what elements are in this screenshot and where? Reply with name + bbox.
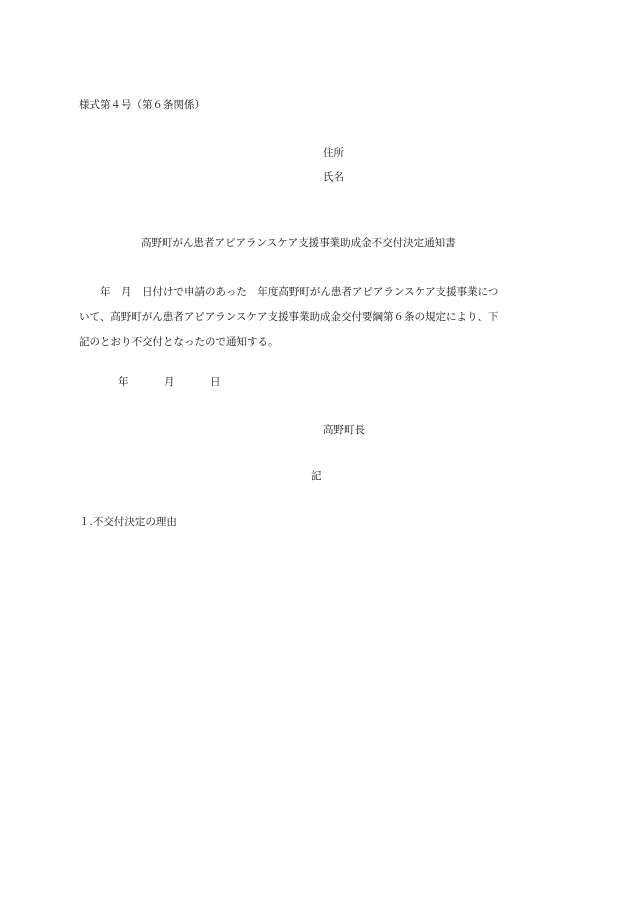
body-line-3: 記のとおり不交付となったので通知する。 — [79, 336, 279, 348]
body-line-2: いて、高野町がん患者アピアランスケア支援事業助成金交付要綱第６条の規定により、下 — [79, 311, 499, 323]
date-line — [118, 375, 221, 389]
date-month-label: 月 — [164, 376, 175, 388]
reason-item: １.不交付決定の理由 — [79, 516, 177, 528]
date-day-label: 日 — [210, 376, 221, 388]
form-number: 様式第４号（第６条関係） — [79, 99, 205, 111]
address-label: 住所 — [323, 147, 344, 159]
ki-heading: 記 — [311, 470, 322, 482]
document-title: 高野町がん患者アピアランスケア支援事業助成金不交付決定通知書 — [141, 237, 456, 249]
body-paragraph — [79, 280, 553, 355]
date-year-label: 年 — [118, 376, 129, 388]
body-line-1: 年 月 日付けで申請のあった 年度高野町がん患者アピアランスケア支援事業につ — [100, 286, 499, 298]
name-label: 氏名 — [323, 171, 344, 183]
issuer-name: 高野町長 — [323, 424, 365, 436]
